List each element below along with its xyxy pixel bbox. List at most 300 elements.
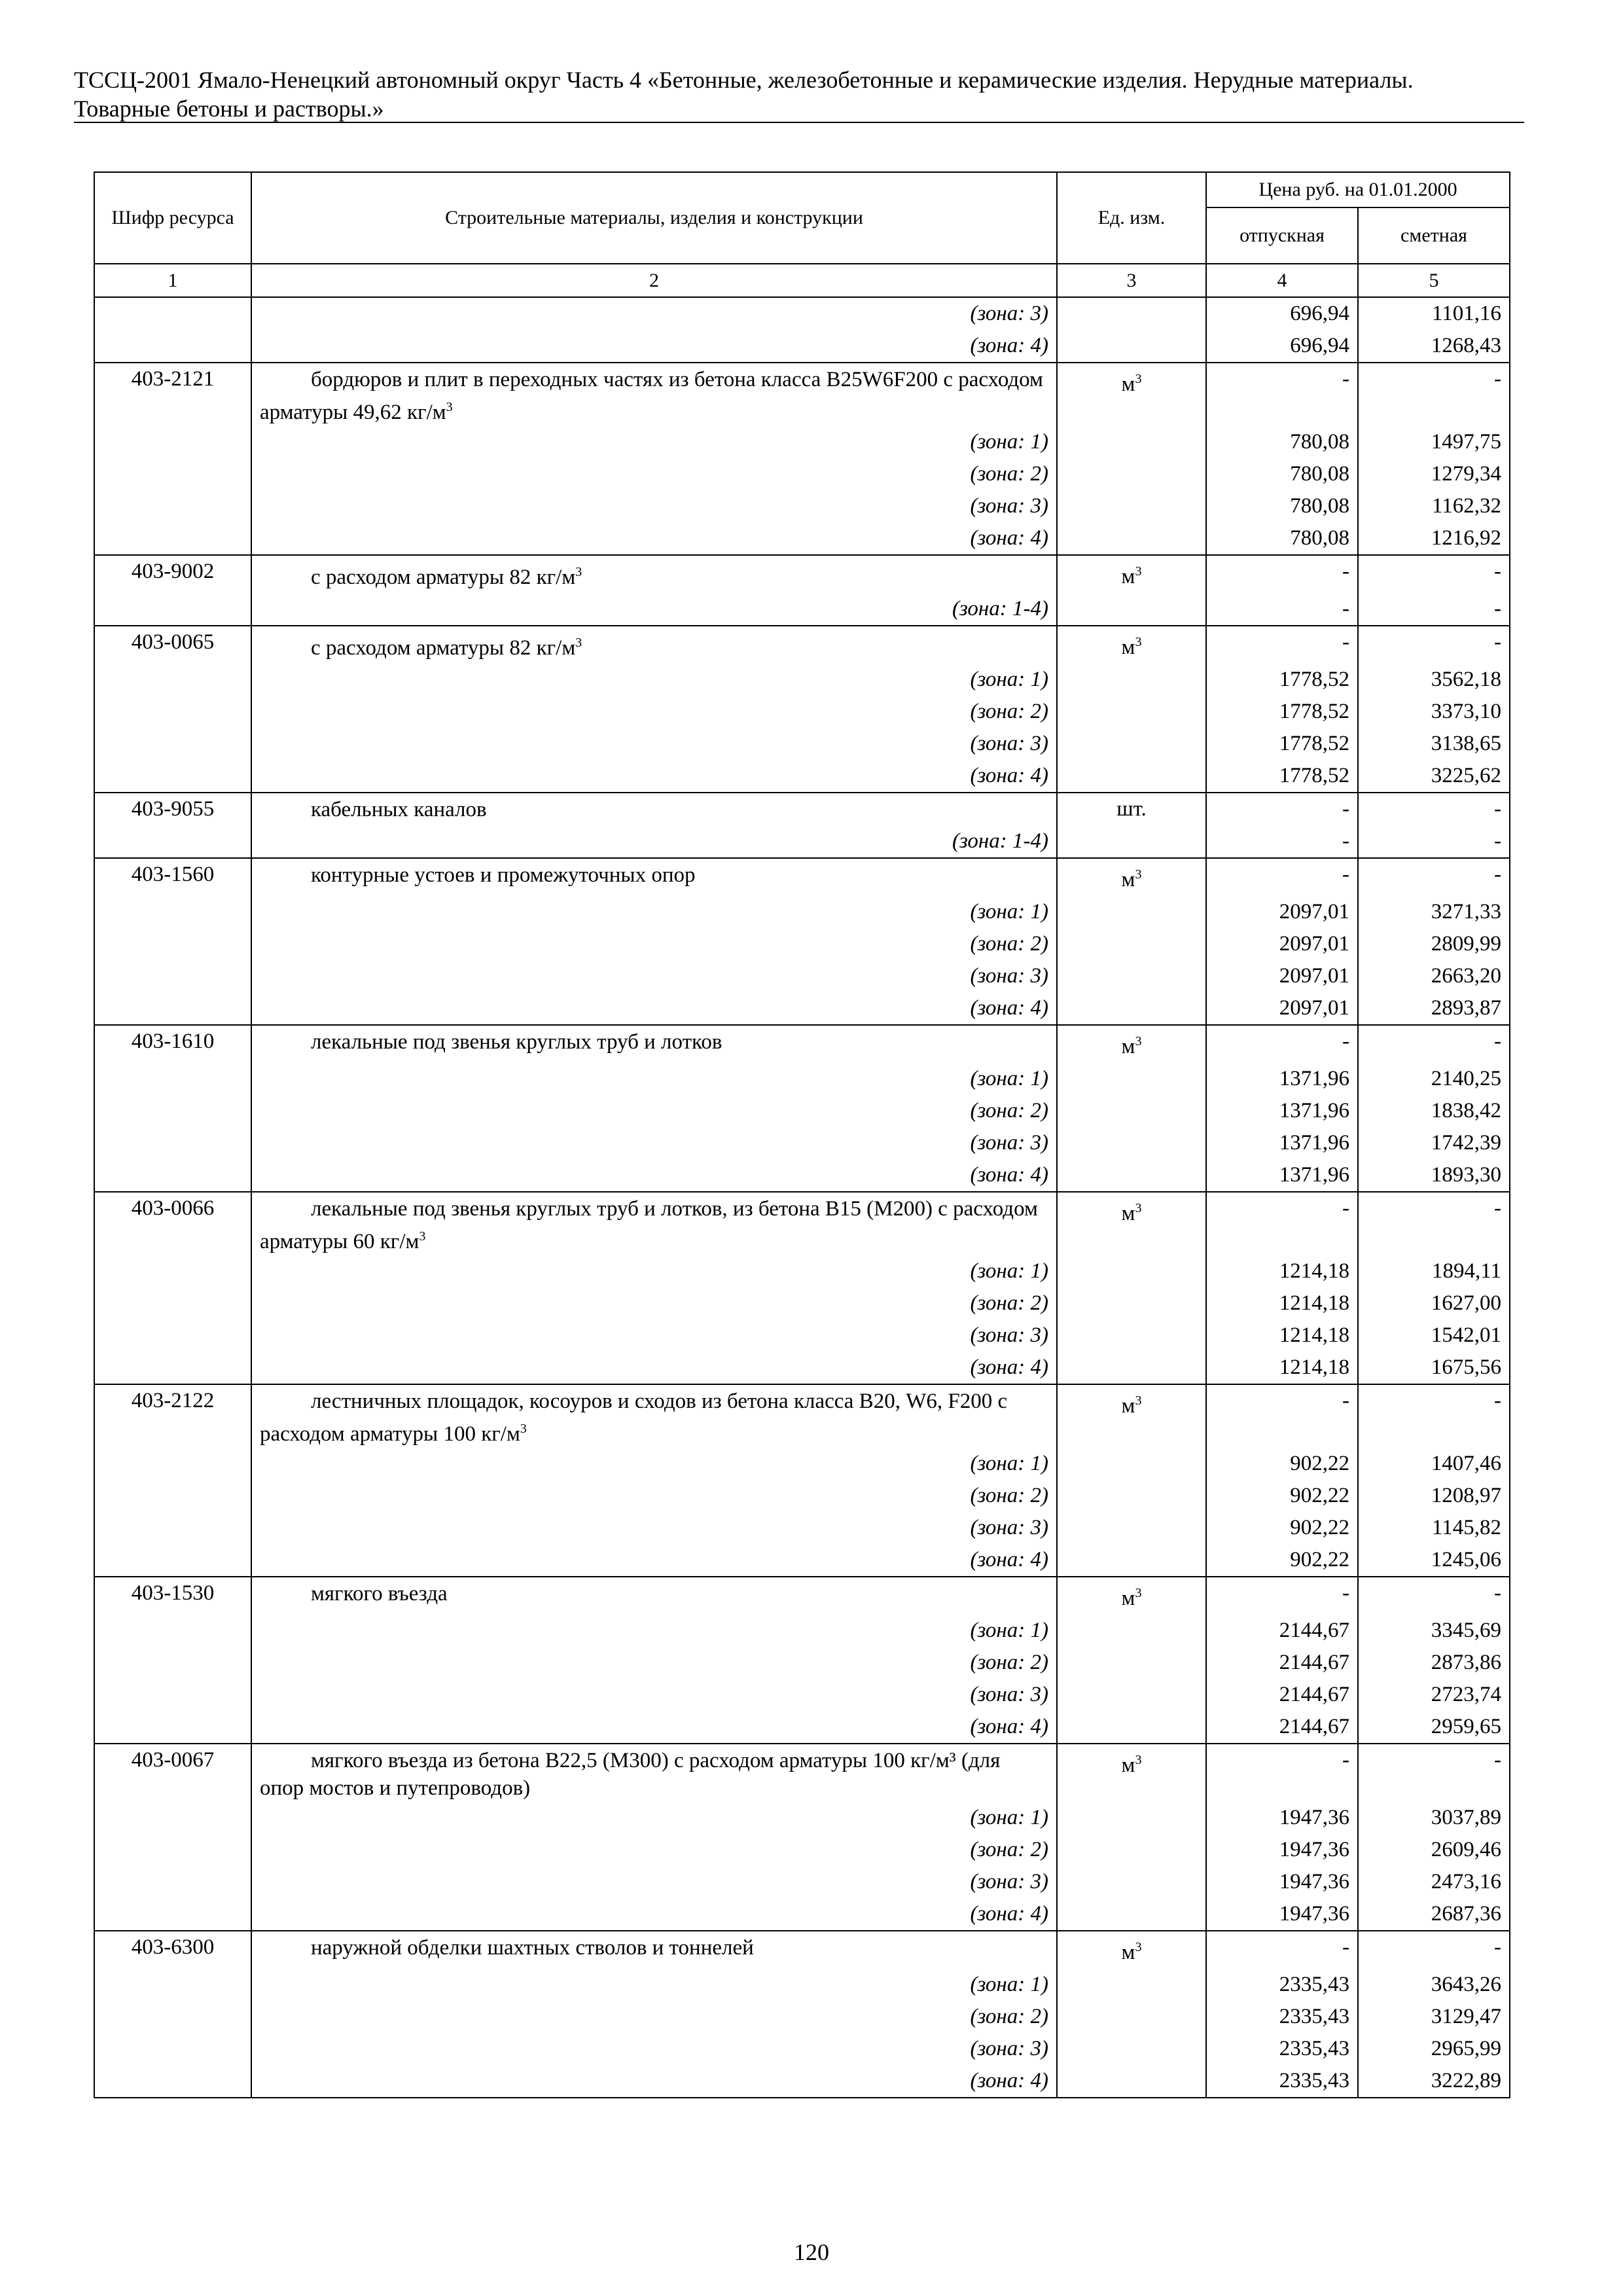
unit-text	[1116, 797, 1147, 821]
table-row	[94, 1711, 1510, 1744]
column-number: 2	[251, 264, 1057, 297]
material-name	[251, 1025, 1057, 1063]
zone-label: (зона: 3)	[251, 1512, 1057, 1544]
resource-code	[94, 1480, 251, 1512]
table-row	[94, 1192, 1510, 1255]
resource-code	[94, 522, 251, 555]
unit-cell	[1057, 858, 1206, 896]
material-name	[251, 1577, 1057, 1615]
table-row	[94, 1615, 1510, 1647]
unit-cell	[1057, 928, 1206, 960]
table-row	[94, 2001, 1510, 2033]
release-price: 1778,52	[1206, 728, 1358, 760]
estimate-price: 3562,18	[1358, 664, 1510, 696]
resource-code	[94, 593, 251, 626]
superscript: 3	[1135, 1201, 1142, 1215]
unit-cell	[1057, 297, 1206, 330]
unit-cell	[1057, 1834, 1206, 1866]
zone-label: (зона: 2)	[251, 458, 1057, 490]
estimate-price: 1742,39	[1358, 1127, 1510, 1159]
unit-cell	[1057, 1544, 1206, 1577]
estimate-price: 3138,65	[1358, 728, 1510, 760]
superscript: 3	[1135, 1586, 1142, 1600]
resource-code	[94, 1319, 251, 1352]
release-price: 2144,67	[1206, 1647, 1358, 1679]
unit-cell	[1057, 330, 1206, 363]
material-name-text	[260, 1577, 1048, 1607]
unit-label: м	[1121, 636, 1135, 659]
resource-code	[94, 1063, 251, 1095]
table-row	[94, 992, 1510, 1025]
resource-code	[94, 728, 251, 760]
release-price: 2335,43	[1206, 1969, 1358, 2001]
release-price: 1214,18	[1206, 1352, 1358, 1384]
zone-label: (зона: 4)	[251, 992, 1057, 1025]
table-row	[94, 1255, 1510, 1287]
estimate-price: -	[1358, 1384, 1510, 1448]
superscript: 3	[520, 1422, 527, 1436]
estimate-price: -	[1358, 1744, 1510, 1802]
release-price: 902,22	[1206, 1512, 1358, 1544]
estimate-price: 3271,33	[1358, 896, 1510, 928]
material-name-text	[260, 1931, 1048, 1962]
unit-cell	[1057, 1744, 1206, 1802]
superscript: 3	[1135, 867, 1142, 882]
material-name-text	[260, 1744, 1048, 1802]
estimate-price: -	[1358, 858, 1510, 896]
header-price-group: Цена руб. на 01.01.2000	[1206, 172, 1510, 207]
resource-code	[94, 1647, 251, 1679]
estimate-price: -	[1358, 1192, 1510, 1255]
estimate-price: 3222,89	[1358, 2065, 1510, 2098]
zone-label: (зона: 3)	[251, 960, 1057, 992]
table-row	[94, 896, 1510, 928]
zone-label: (зона: 4)	[251, 1352, 1057, 1384]
zone-label: (зона: 2)	[251, 1480, 1057, 1512]
release-price: 2097,01	[1206, 992, 1358, 1025]
material-name-label: контурные устоев и промежуточных опор	[311, 863, 696, 887]
page-number: 120	[794, 2239, 829, 2265]
table-row	[94, 1577, 1510, 1615]
release-price: 780,08	[1206, 458, 1358, 490]
header-code: Шифр ресурса	[94, 172, 251, 264]
unit-cell	[1057, 555, 1206, 593]
resource-code	[94, 1095, 251, 1127]
document-header	[74, 65, 1507, 123]
table-row	[94, 1127, 1510, 1159]
unit-cell	[1057, 728, 1206, 760]
release-price: 2144,67	[1206, 1679, 1358, 1711]
unit-cell	[1057, 426, 1206, 458]
zone-label: (зона: 1)	[251, 1969, 1057, 2001]
unit-cell	[1057, 1192, 1206, 1255]
release-price: 1778,52	[1206, 664, 1358, 696]
unit-cell	[1057, 1480, 1206, 1512]
estimate-price: 1675,56	[1358, 1352, 1510, 1384]
resource-code	[94, 297, 251, 330]
release-price: 2144,67	[1206, 1711, 1358, 1744]
unit-cell	[1057, 696, 1206, 728]
material-name-text	[260, 556, 1048, 591]
resource-code	[94, 960, 251, 992]
resource-code: 403-0067	[94, 1744, 251, 1802]
unit-label: шт.	[1116, 797, 1147, 821]
release-price: 2144,67	[1206, 1615, 1358, 1647]
material-name-text	[260, 1026, 1048, 1056]
release-price: 696,94	[1206, 297, 1358, 330]
material-name-text	[260, 626, 1048, 662]
zone-label: (зона: 4)	[251, 330, 1057, 363]
material-name	[251, 1744, 1057, 1802]
estimate-price: 1407,46	[1358, 1448, 1510, 1480]
zone-label: (зона: 3)	[251, 1319, 1057, 1352]
release-price: 780,08	[1206, 426, 1358, 458]
unit-cell	[1057, 490, 1206, 522]
table-row	[94, 1159, 1510, 1192]
material-name-text	[260, 859, 1048, 889]
material-name-label: мягкого въезда	[311, 1582, 448, 1605]
estimate-price: 1542,01	[1358, 1319, 1510, 1352]
material-name-text	[260, 363, 1048, 426]
unit-cell	[1057, 1577, 1206, 1615]
estimate-price: 2663,20	[1358, 960, 1510, 992]
resource-code: 403-6300	[94, 1931, 251, 1969]
estimate-price: 1279,34	[1358, 458, 1510, 490]
release-price: 2335,43	[1206, 2033, 1358, 2065]
superscript: 3	[1135, 564, 1142, 579]
price-table-body	[94, 297, 1510, 2098]
zone-label: (зона: 4)	[251, 760, 1057, 793]
table-row	[94, 1319, 1510, 1352]
unit-text	[1122, 1202, 1142, 1225]
table-row	[94, 1095, 1510, 1127]
material-name-label: с расходом арматуры 82 кг/м	[311, 565, 576, 589]
release-price: 902,22	[1206, 1480, 1358, 1512]
table-row	[94, 426, 1510, 458]
unit-cell	[1057, 1384, 1206, 1448]
unit-cell	[1057, 1711, 1206, 1744]
zone-label: (зона: 3)	[251, 1679, 1057, 1711]
material-name	[251, 1931, 1057, 1969]
unit-cell	[1057, 1615, 1206, 1647]
table-row	[94, 1679, 1510, 1711]
estimate-price: 1162,32	[1358, 490, 1510, 522]
unit-cell	[1057, 1352, 1206, 1384]
superscript: 3	[1135, 1753, 1142, 1767]
estimate-price: 2609,46	[1358, 1834, 1510, 1866]
unit-cell	[1057, 1159, 1206, 1192]
resource-code	[94, 1287, 251, 1319]
estimate-price: 1216,92	[1358, 522, 1510, 555]
zone-label: (зона: 1)	[251, 1255, 1057, 1287]
superscript: 3	[446, 400, 453, 414]
header-divider	[74, 122, 1524, 123]
unit-cell	[1057, 960, 1206, 992]
unit-cell	[1057, 1127, 1206, 1159]
resource-code	[94, 490, 251, 522]
unit-cell	[1057, 1255, 1206, 1287]
resource-code: 403-2122	[94, 1384, 251, 1448]
zone-label: (зона: 1)	[251, 1448, 1057, 1480]
unit-label: м	[1121, 1394, 1135, 1418]
estimate-price: -	[1358, 626, 1510, 664]
header-price-estimate: сметная	[1358, 207, 1510, 264]
header-unit: Ед. изм.	[1057, 172, 1206, 264]
unit-label: м	[1121, 565, 1135, 588]
estimate-price: 1268,43	[1358, 330, 1510, 363]
resource-code	[94, 1352, 251, 1384]
unit-cell	[1057, 1287, 1206, 1319]
material-name-label: мягкого въезда из бетона В22,5 (М300) с расходом арматуры 100 кг/м³ (для опор мостов и путепроводов)	[260, 1749, 1001, 1800]
material-name-label: лекальные под звенья круглых труб и лотков, из бетона В15 (М200) с расходом арматуры 60 кг/м	[260, 1197, 1038, 1253]
table-row	[94, 858, 1510, 896]
header-price-release: отпускная	[1206, 207, 1358, 264]
table-row	[94, 1544, 1510, 1577]
unit-label: м	[1121, 1035, 1135, 1058]
unit-cell	[1057, 896, 1206, 928]
unit-cell	[1057, 1512, 1206, 1544]
table-row	[94, 490, 1510, 522]
table-row	[94, 1512, 1510, 1544]
unit-cell	[1057, 1931, 1206, 1969]
release-price: 1947,36	[1206, 1866, 1358, 1898]
release-price: 780,08	[1206, 522, 1358, 555]
release-price: 2097,01	[1206, 928, 1358, 960]
table-row	[94, 1448, 1510, 1480]
estimate-price: 2687,36	[1358, 1898, 1510, 1931]
zone-label: (зона: 2)	[251, 1095, 1057, 1127]
unit-text	[1122, 1035, 1142, 1058]
zone-label: (зона: 1)	[251, 1615, 1057, 1647]
material-name-text	[260, 793, 1048, 823]
unit-text	[1122, 372, 1142, 396]
estimate-price: 3129,47	[1358, 2001, 1510, 2033]
material-name	[251, 363, 1057, 426]
unit-cell	[1057, 1969, 1206, 2001]
resource-code	[94, 1679, 251, 1711]
resource-code	[94, 1255, 251, 1287]
release-price: -	[1206, 858, 1358, 896]
unit-cell	[1057, 458, 1206, 490]
release-price: 2335,43	[1206, 2065, 1358, 2098]
release-price: 1371,96	[1206, 1159, 1358, 1192]
release-price: 1214,18	[1206, 1255, 1358, 1287]
superscript: 3	[1135, 1034, 1142, 1049]
unit-cell	[1057, 2065, 1206, 2098]
estimate-price: 3345,69	[1358, 1615, 1510, 1647]
estimate-price: 2893,87	[1358, 992, 1510, 1025]
estimate-price: 2473,16	[1358, 1866, 1510, 1898]
resource-code	[94, 1544, 251, 1577]
zone-label: (зона: 2)	[251, 1287, 1057, 1319]
estimate-price: 2873,86	[1358, 1647, 1510, 1679]
zone-label: (зона: 3)	[251, 1127, 1057, 1159]
unit-text	[1122, 1941, 1142, 1964]
release-price: -	[1206, 1384, 1358, 1448]
zone-label: (зона: 3)	[251, 490, 1057, 522]
unit-cell	[1057, 760, 1206, 793]
unit-label: м	[1121, 1941, 1135, 1964]
release-price: 902,22	[1206, 1544, 1358, 1577]
zone-label: (зона: 2)	[251, 1647, 1057, 1679]
zone-label: (зона: 4)	[251, 2065, 1057, 2098]
table-row	[94, 1647, 1510, 1679]
resource-code	[94, 664, 251, 696]
release-price: -	[1206, 1192, 1358, 1255]
material-name	[251, 626, 1057, 664]
estimate-price: -	[1358, 825, 1510, 858]
material-name	[251, 555, 1057, 593]
estimate-price: 1894,11	[1358, 1255, 1510, 1287]
resource-code	[94, 992, 251, 1025]
unit-cell	[1057, 992, 1206, 1025]
resource-code	[94, 426, 251, 458]
estimate-price: 3225,62	[1358, 760, 1510, 793]
table-row	[94, 297, 1510, 330]
resource-code	[94, 1159, 251, 1192]
estimate-price: 1101,16	[1358, 297, 1510, 330]
unit-label: м	[1121, 1753, 1135, 1777]
column-number: 3	[1057, 264, 1206, 297]
column-number: 5	[1358, 264, 1510, 297]
resource-code	[94, 1711, 251, 1744]
material-name	[251, 858, 1057, 896]
estimate-price: -	[1358, 593, 1510, 626]
zone-label: (зона: 1)	[251, 426, 1057, 458]
material-name-text	[260, 1193, 1048, 1255]
material-name-label: кабельных каналов	[311, 798, 487, 821]
zone-label: (зона: 4)	[251, 522, 1057, 555]
resource-code	[94, 1866, 251, 1898]
zone-label: (зона: 2)	[251, 1834, 1057, 1866]
header-name: Строительные материалы, изделия и конструкции	[251, 172, 1057, 264]
unit-cell	[1057, 1647, 1206, 1679]
unit-cell	[1057, 593, 1206, 626]
unit-text	[1122, 1753, 1142, 1777]
material-name-label: бордюров и плит в переходных частях из бетона класса B25W6F200 с расходом арматуры 49,62 кг/м	[260, 368, 1043, 424]
unit-cell	[1057, 1898, 1206, 1931]
release-price: 1214,18	[1206, 1287, 1358, 1319]
resource-code: 403-9055	[94, 793, 251, 825]
resource-code	[94, 825, 251, 858]
resource-code	[94, 2033, 251, 2065]
resource-code	[94, 458, 251, 490]
zone-label: (зона: 1-4)	[251, 593, 1057, 626]
estimate-price: 1145,82	[1358, 1512, 1510, 1544]
release-price: -	[1206, 825, 1358, 858]
table-row	[94, 696, 1510, 728]
release-price: 696,94	[1206, 330, 1358, 363]
estimate-price: 1245,06	[1358, 1544, 1510, 1577]
superscript: 3	[1135, 1393, 1142, 1408]
table-row	[94, 1834, 1510, 1866]
release-price: 1947,36	[1206, 1834, 1358, 1866]
table-row	[94, 555, 1510, 593]
release-price: 2097,01	[1206, 896, 1358, 928]
resource-code: 403-1530	[94, 1577, 251, 1615]
table-row	[94, 593, 1510, 626]
column-number: 4	[1206, 264, 1358, 297]
unit-cell	[1057, 1866, 1206, 1898]
resource-code	[94, 1512, 251, 1544]
zone-label: (зона: 1)	[251, 664, 1057, 696]
resource-code	[94, 1834, 251, 1866]
table-row	[94, 458, 1510, 490]
unit-cell	[1057, 793, 1206, 825]
unit-cell	[1057, 825, 1206, 858]
price-table	[94, 171, 1510, 2098]
resource-code	[94, 760, 251, 793]
resource-code: 403-2121	[94, 363, 251, 426]
release-price: 2335,43	[1206, 2001, 1358, 2033]
zone-label: (зона: 2)	[251, 2001, 1057, 2033]
release-price: 1371,96	[1206, 1127, 1358, 1159]
unit-cell	[1057, 1448, 1206, 1480]
estimate-price: 2723,74	[1358, 1679, 1510, 1711]
resource-code: 403-1610	[94, 1025, 251, 1063]
table-row	[94, 522, 1510, 555]
superscript: 3	[1135, 635, 1142, 649]
zone-label: (зона: 2)	[251, 696, 1057, 728]
estimate-price: -	[1358, 1931, 1510, 1969]
table-row	[94, 760, 1510, 793]
release-price: 1947,36	[1206, 1802, 1358, 1834]
unit-cell	[1057, 1063, 1206, 1095]
resource-code: 403-0065	[94, 626, 251, 664]
table-row	[94, 728, 1510, 760]
unit-label: м	[1121, 1587, 1135, 1610]
estimate-price: 2140,25	[1358, 1063, 1510, 1095]
table-row	[94, 1384, 1510, 1448]
unit-text	[1122, 1394, 1142, 1418]
estimate-price: 2809,99	[1358, 928, 1510, 960]
resource-code: 403-1560	[94, 858, 251, 896]
table-row	[94, 1287, 1510, 1319]
release-price: -	[1206, 593, 1358, 626]
table-row	[94, 960, 1510, 992]
unit-cell	[1057, 363, 1206, 426]
unit-text	[1122, 868, 1142, 891]
release-price: 1371,96	[1206, 1095, 1358, 1127]
unit-cell	[1057, 1802, 1206, 1834]
unit-cell	[1057, 1095, 1206, 1127]
unit-cell	[1057, 626, 1206, 664]
release-price: -	[1206, 555, 1358, 593]
zone-label: (зона: 4)	[251, 1711, 1057, 1744]
estimate-price: 1208,97	[1358, 1480, 1510, 1512]
table-row	[94, 793, 1510, 825]
superscript: 3	[1135, 372, 1142, 386]
table-row	[94, 1969, 1510, 2001]
material-name-text	[260, 1385, 1048, 1448]
estimate-price: 1893,30	[1358, 1159, 1510, 1192]
table-row	[94, 330, 1510, 363]
release-price: -	[1206, 1931, 1358, 1969]
zone-label: (зона: 4)	[251, 1898, 1057, 1931]
zone-label: (зона: 1-4)	[251, 825, 1057, 858]
unit-text	[1122, 636, 1142, 659]
release-price: -	[1206, 626, 1358, 664]
zone-label: (зона: 4)	[251, 1159, 1057, 1192]
unit-cell	[1057, 1025, 1206, 1063]
table-row	[94, 1866, 1510, 1898]
table-row	[94, 928, 1510, 960]
material-name	[251, 793, 1057, 825]
material-name	[251, 1384, 1057, 1448]
zone-label: (зона: 1)	[251, 1063, 1057, 1095]
estimate-price: -	[1358, 555, 1510, 593]
unit-text	[1122, 1587, 1142, 1610]
